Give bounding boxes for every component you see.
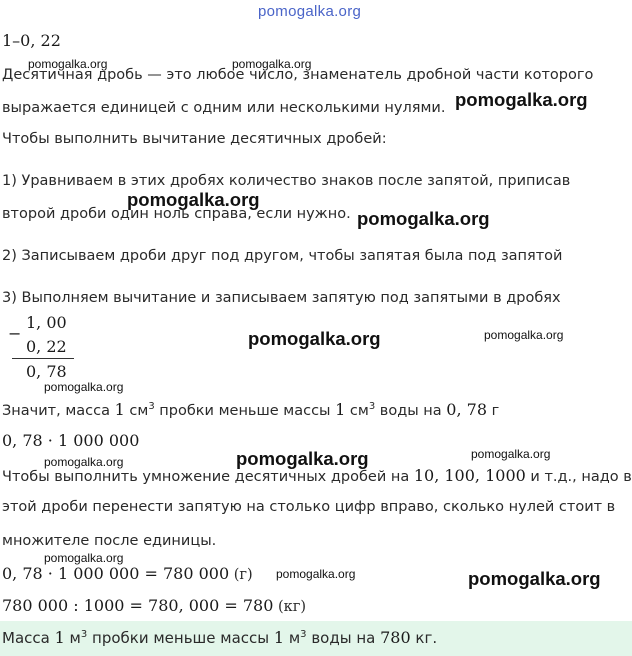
multiply-rule-line-1: Чтобы выполнить умножение десятичных дробей на 10, 100, 1000 и т.д., надо в [2, 466, 632, 485]
multiply-rule-line-3: множителе после единицы. [2, 533, 217, 549]
multiply-rule-line-2: этой дроби перенести запятую на столько цифр вправо, сколько нулей стоит в [2, 499, 616, 515]
watermark-small: pomogalka.org [44, 380, 124, 394]
answer-box [0, 621, 632, 656]
step-2: 2) Записываем дроби друг под другом, чтобы запятая была под запятой [2, 248, 563, 264]
problem-expression: 1–0, 22 [2, 31, 61, 50]
watermark-big: pomogalka.org [468, 568, 601, 589]
watermark-small: pomogalka.org [276, 567, 356, 581]
watermark-small: pomogalka.org [484, 328, 564, 342]
conclusion: Значит, масса 1 $см^3$ пробки меньше массы 1 $см^3$ воды на 0, 78 г [2, 400, 500, 419]
definition-line-1: Десятичная дробь — это любое число, знаменатель дробной части которого [2, 67, 594, 83]
watermark-small: pomogalka.org [44, 551, 124, 565]
subtrahend: 0, 22 [26, 337, 67, 356]
answer-text: Масса 1 $м^3$ пробки меньше массы 1 $м^3$ воды на 780 кг. [2, 628, 438, 647]
step-1-line-2: второй дроби один ноль справа, если нужно. [2, 206, 351, 222]
watermark-small: pomogalka.org [232, 57, 312, 71]
definition-line-2: выражается единицей с одним или несколькими нулями. [2, 100, 446, 116]
watermark-big: pomogalka.org [357, 208, 490, 229]
step-3: 3) Выполняем вычитание и записываем запятую под запятыми в дробях [2, 290, 561, 306]
watermark-big: pomogalka.org [127, 189, 260, 210]
watermark-small: pomogalka.org [471, 447, 551, 461]
minus-sign: − [8, 324, 22, 343]
minuend: 1, 00 [26, 313, 67, 332]
calculation-2: 780 000 : 1000 = 780, 000 = 780 (кг) [2, 596, 306, 615]
watermark-big: pomogalka.org [248, 328, 381, 349]
product-expression: 0, 78 · 1 000 000 [2, 431, 140, 450]
watermark-small: pomogalka.org [28, 57, 108, 71]
watermark-top: pomogalka.org [258, 3, 362, 20]
difference: 0, 78 [26, 362, 67, 381]
subtraction-intro: Чтобы выполнить вычитание десятичных дробей: [2, 131, 387, 147]
subtraction-line [12, 358, 74, 359]
column-subtraction [8, 312, 78, 384]
step-1-line-1: 1) Уравниваем в этих дробях количество знаков после запятой, приписав [2, 173, 571, 189]
watermark-small: pomogalka.org [44, 455, 124, 469]
watermark-big: pomogalka.org [455, 89, 588, 110]
calculation-1: 0, 78 · 1 000 000 = 780 000 (г) [2, 564, 253, 583]
watermark-big: pomogalka.org [236, 448, 369, 469]
